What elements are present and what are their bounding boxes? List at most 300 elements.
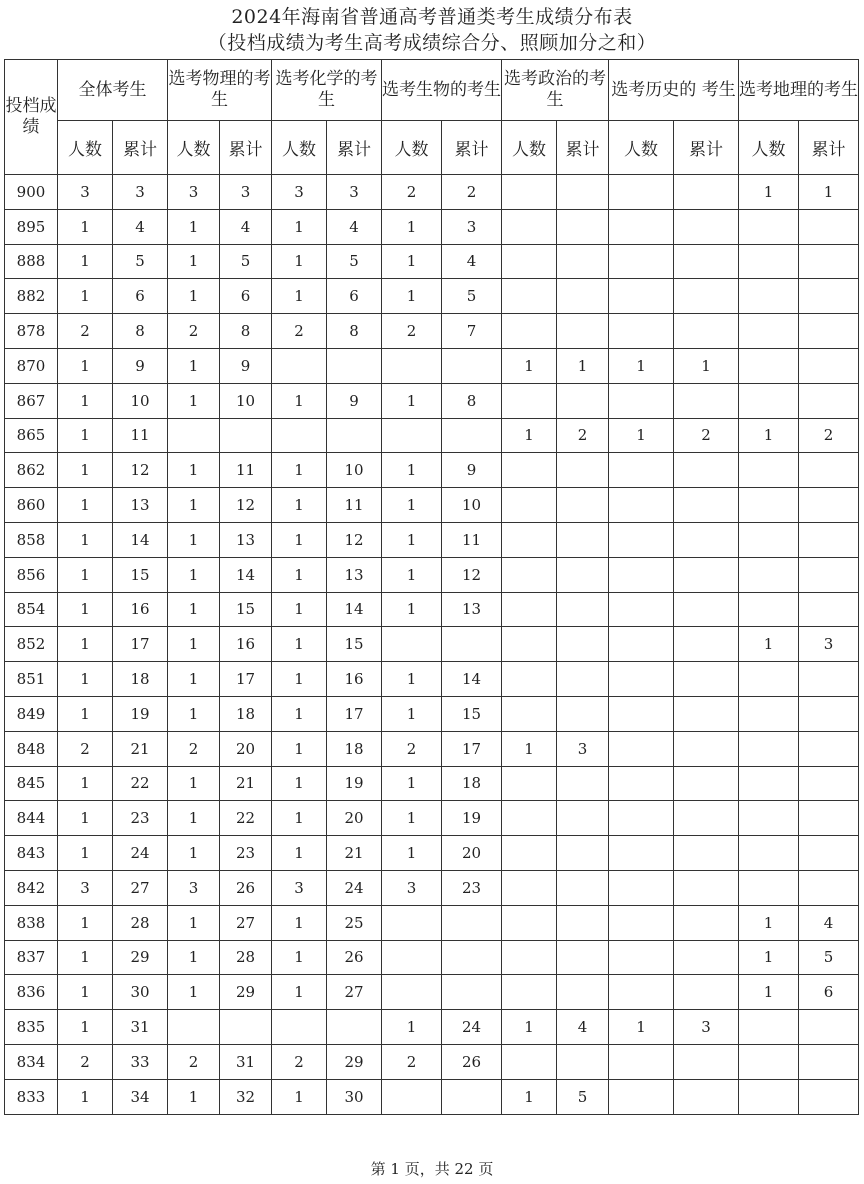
table-cell: [674, 836, 739, 871]
table-cell: [557, 696, 609, 731]
table-cell: 1: [382, 488, 442, 523]
group-header-chemistry: 选考化学的考生: [272, 60, 382, 121]
table-row: [5, 766, 859, 801]
score-cell: 833: [5, 1079, 58, 1114]
table-cell: [674, 279, 739, 314]
table-cell: 15: [113, 557, 168, 592]
table-cell: 1: [272, 975, 327, 1010]
count-header: 人数: [739, 121, 799, 175]
table-cell: 3: [220, 175, 272, 210]
table-cell: 12: [442, 557, 502, 592]
table-cell: 1: [58, 836, 113, 871]
count-header: 人数: [609, 121, 674, 175]
table-cell: 1: [58, 940, 113, 975]
table-cell: 3: [58, 175, 113, 210]
table-cell: [557, 801, 609, 836]
table-cell: 1: [382, 279, 442, 314]
table-cell: 8: [220, 314, 272, 349]
table-cell: [739, 592, 799, 627]
table-row: [5, 662, 859, 697]
table-cell: 17: [220, 662, 272, 697]
count-header: 人数: [272, 121, 327, 175]
table-cell: 1: [58, 209, 113, 244]
table-cell: 10: [327, 453, 382, 488]
table-cell: 1: [58, 801, 113, 836]
score-cell: 900: [5, 175, 58, 210]
table-cell: [799, 348, 859, 383]
table-cell: 1: [674, 348, 739, 383]
table-cell: [220, 418, 272, 453]
table-cell: 19: [442, 801, 502, 836]
table-cell: [557, 940, 609, 975]
table-cell: 4: [113, 209, 168, 244]
table-cell: 1: [382, 662, 442, 697]
table-cell: 1: [739, 175, 799, 210]
score-cell: 848: [5, 731, 58, 766]
table-cell: [502, 836, 557, 871]
table-cell: 1: [272, 383, 327, 418]
score-cell: 849: [5, 696, 58, 731]
table-cell: 4: [442, 244, 502, 279]
score-cell: 878: [5, 314, 58, 349]
table-cell: 6: [220, 279, 272, 314]
group-header-geography: 选考地理的考生: [739, 60, 859, 121]
table-cell: 1: [168, 766, 220, 801]
table-cell: 1: [58, 488, 113, 523]
table-cell: 1: [272, 731, 327, 766]
score-distribution-table: [4, 59, 859, 1115]
table-cell: 2: [799, 418, 859, 453]
table-cell: [557, 244, 609, 279]
table-cell: [799, 557, 859, 592]
table-cell: [739, 279, 799, 314]
table-cell: 2: [674, 418, 739, 453]
table-cell: 14: [220, 557, 272, 592]
table-cell: 20: [220, 731, 272, 766]
table-cell: [739, 244, 799, 279]
table-cell: [739, 209, 799, 244]
table-cell: 1: [382, 836, 442, 871]
table-cell: 11: [442, 522, 502, 557]
table-cell: [739, 557, 799, 592]
table-row: [5, 801, 859, 836]
table-cell: [557, 662, 609, 697]
table-row: [5, 175, 859, 210]
table-cell: 2: [168, 1044, 220, 1079]
table-cell: [674, 209, 739, 244]
table-cell: 1: [168, 383, 220, 418]
score-cell: 888: [5, 244, 58, 279]
table-cell: 6: [113, 279, 168, 314]
table-cell: 1: [382, 801, 442, 836]
table-cell: 1: [168, 836, 220, 871]
table-cell: [502, 314, 557, 349]
table-cell: 1: [168, 279, 220, 314]
table-cell: 8: [442, 383, 502, 418]
table-cell: 34: [113, 1079, 168, 1114]
table-cell: [609, 453, 674, 488]
table-cell: [609, 662, 674, 697]
table-cell: [609, 557, 674, 592]
table-cell: 10: [442, 488, 502, 523]
table-cell: 5: [113, 244, 168, 279]
table-cell: [502, 453, 557, 488]
table-cell: 2: [382, 1044, 442, 1079]
table-cell: [442, 905, 502, 940]
count-header: 人数: [382, 121, 442, 175]
table-cell: 3: [58, 870, 113, 905]
table-cell: [502, 975, 557, 1010]
table-cell: [739, 662, 799, 697]
table-cell: 1: [609, 418, 674, 453]
table-cell: [739, 1079, 799, 1114]
cumulative-header: 累计: [674, 121, 739, 175]
table-cell: [382, 1079, 442, 1114]
table-cell: 1: [58, 383, 113, 418]
table-cell: [557, 383, 609, 418]
table-cell: [739, 731, 799, 766]
table-cell: 30: [327, 1079, 382, 1114]
table-cell: [609, 1079, 674, 1114]
table-cell: 1: [272, 801, 327, 836]
table-cell: 14: [327, 592, 382, 627]
table-cell: [442, 1079, 502, 1114]
score-cell: 835: [5, 1010, 58, 1045]
table-row: [5, 557, 859, 592]
table-cell: [799, 488, 859, 523]
table-cell: 3: [113, 175, 168, 210]
table-cell: 3: [168, 870, 220, 905]
table-cell: 23: [442, 870, 502, 905]
table-cell: [674, 522, 739, 557]
table-cell: 17: [442, 731, 502, 766]
table-cell: [382, 975, 442, 1010]
table-cell: 22: [220, 801, 272, 836]
table-cell: [739, 348, 799, 383]
table-cell: [674, 696, 739, 731]
table-cell: 6: [799, 975, 859, 1010]
cumulative-header: 累计: [327, 121, 382, 175]
table-cell: [739, 801, 799, 836]
table-cell: 29: [113, 940, 168, 975]
table-cell: [799, 662, 859, 697]
table-cell: 1: [58, 418, 113, 453]
table-cell: [502, 766, 557, 801]
table-cell: 2: [382, 175, 442, 210]
table-cell: 1: [382, 557, 442, 592]
table-cell: 26: [442, 1044, 502, 1079]
table-cell: [327, 418, 382, 453]
score-cell: 843: [5, 836, 58, 871]
table-cell: 25: [327, 905, 382, 940]
table-cell: [799, 870, 859, 905]
table-cell: 1: [382, 209, 442, 244]
table-cell: 1: [382, 696, 442, 731]
page-title: 2024年海南省普通高考普通类考生成绩分布表: [231, 6, 633, 28]
table-cell: 1: [168, 522, 220, 557]
table-cell: 1: [799, 175, 859, 210]
score-cell: 837: [5, 940, 58, 975]
table-cell: [609, 383, 674, 418]
table-cell: [557, 453, 609, 488]
table-cell: 21: [327, 836, 382, 871]
table-cell: [739, 453, 799, 488]
table-cell: [799, 1010, 859, 1045]
table-cell: [739, 1010, 799, 1045]
table-row: [5, 314, 859, 349]
table-cell: [272, 418, 327, 453]
table-row: [5, 696, 859, 731]
table-cell: 1: [58, 557, 113, 592]
table-cell: [799, 314, 859, 349]
table-cell: 1: [382, 244, 442, 279]
table-cell: [674, 662, 739, 697]
table-cell: 1: [272, 592, 327, 627]
table-cell: 1: [382, 522, 442, 557]
table-cell: 9: [327, 383, 382, 418]
table-cell: 8: [327, 314, 382, 349]
table-cell: 1: [382, 766, 442, 801]
table-cell: [502, 870, 557, 905]
table-cell: [502, 175, 557, 210]
table-cell: [799, 383, 859, 418]
table-cell: 1: [168, 1079, 220, 1114]
table-cell: [327, 348, 382, 383]
table-cell: 2: [58, 1044, 113, 1079]
table-cell: [799, 1044, 859, 1079]
table-cell: 1: [58, 696, 113, 731]
table-cell: [609, 766, 674, 801]
table-cell: [739, 488, 799, 523]
table-cell: [382, 627, 442, 662]
table-cell: 1: [272, 627, 327, 662]
table-cell: 2: [272, 1044, 327, 1079]
table-cell: [609, 488, 674, 523]
table-cell: [442, 627, 502, 662]
table-cell: 1: [502, 348, 557, 383]
table-cell: [272, 1010, 327, 1045]
score-cell: 854: [5, 592, 58, 627]
score-cell: 834: [5, 1044, 58, 1079]
table-cell: 1: [272, 766, 327, 801]
table-cell: [442, 975, 502, 1010]
page-subtitle: （投档成绩为考生高考成绩综合分、照顾加分之和）: [207, 32, 657, 54]
table-cell: 30: [113, 975, 168, 1010]
table-row: [5, 975, 859, 1010]
table-cell: 27: [220, 905, 272, 940]
table-cell: 1: [168, 975, 220, 1010]
table-cell: 8: [113, 314, 168, 349]
table-cell: [739, 1044, 799, 1079]
table-cell: [502, 696, 557, 731]
table-cell: 1: [502, 731, 557, 766]
table-cell: [799, 1079, 859, 1114]
table-cell: 2: [557, 418, 609, 453]
table-row: [5, 244, 859, 279]
table-cell: 20: [442, 836, 502, 871]
table-cell: [502, 627, 557, 662]
table-cell: 11: [327, 488, 382, 523]
table-cell: [799, 522, 859, 557]
table-cell: 1: [557, 348, 609, 383]
table-cell: 1: [272, 905, 327, 940]
table-cell: 33: [113, 1044, 168, 1079]
table-cell: [557, 836, 609, 871]
score-cell: 865: [5, 418, 58, 453]
table-cell: 1: [168, 696, 220, 731]
table-cell: [382, 348, 442, 383]
table-cell: 1: [168, 627, 220, 662]
table-cell: [674, 801, 739, 836]
table-cell: 4: [220, 209, 272, 244]
table-row: [5, 1079, 859, 1114]
table-cell: 1: [272, 209, 327, 244]
table-cell: 3: [272, 175, 327, 210]
table-cell: 13: [327, 557, 382, 592]
table-cell: [220, 1010, 272, 1045]
table-cell: [557, 1044, 609, 1079]
table-cell: [557, 592, 609, 627]
table-cell: [674, 175, 739, 210]
table-cell: 1: [739, 418, 799, 453]
table-cell: [382, 940, 442, 975]
score-cell: 882: [5, 279, 58, 314]
score-cell: 870: [5, 348, 58, 383]
table-cell: 1: [272, 1079, 327, 1114]
table-cell: [557, 314, 609, 349]
table-cell: [674, 975, 739, 1010]
table-cell: 26: [327, 940, 382, 975]
table-row: [5, 627, 859, 662]
table-cell: 22: [113, 766, 168, 801]
table-cell: [502, 244, 557, 279]
score-cell: 852: [5, 627, 58, 662]
table-row: [5, 836, 859, 871]
count-header: 人数: [58, 121, 113, 175]
score-cell: 844: [5, 801, 58, 836]
table-cell: 29: [327, 1044, 382, 1079]
table-cell: 1: [739, 940, 799, 975]
table-cell: [557, 522, 609, 557]
table-cell: 24: [327, 870, 382, 905]
table-cell: [739, 383, 799, 418]
table-cell: 24: [113, 836, 168, 871]
subheader-row: [5, 121, 859, 175]
table-cell: [799, 801, 859, 836]
table-cell: [674, 905, 739, 940]
table-cell: [502, 383, 557, 418]
table-cell: [799, 244, 859, 279]
table-cell: 12: [327, 522, 382, 557]
table-cell: [272, 348, 327, 383]
table-cell: [739, 836, 799, 871]
table-cell: 17: [327, 696, 382, 731]
table-cell: [674, 557, 739, 592]
table-cell: 1: [272, 696, 327, 731]
table-cell: 1: [739, 975, 799, 1010]
table-cell: 2: [382, 314, 442, 349]
table-cell: [609, 1044, 674, 1079]
table-cell: [168, 418, 220, 453]
table-cell: [609, 175, 674, 210]
group-header-biology: 选考生物的考生: [382, 60, 502, 121]
table-cell: 1: [58, 975, 113, 1010]
table-cell: [609, 279, 674, 314]
table-cell: 1: [272, 279, 327, 314]
table-cell: 28: [113, 905, 168, 940]
table-cell: [674, 314, 739, 349]
table-cell: [739, 766, 799, 801]
table-cell: 1: [168, 940, 220, 975]
table-cell: 21: [220, 766, 272, 801]
table-cell: 1: [58, 348, 113, 383]
table-cell: [557, 209, 609, 244]
table-cell: 1: [609, 1010, 674, 1045]
table-cell: 11: [220, 453, 272, 488]
table-cell: 6: [327, 279, 382, 314]
table-cell: 1: [168, 801, 220, 836]
table-body: [5, 175, 859, 1115]
table-row: [5, 870, 859, 905]
table-cell: [799, 592, 859, 627]
table-cell: 3: [557, 731, 609, 766]
table-cell: 28: [220, 940, 272, 975]
table-cell: 1: [168, 662, 220, 697]
cumulative-header: 累计: [220, 121, 272, 175]
table-cell: 1: [58, 1010, 113, 1045]
table-cell: 4: [799, 905, 859, 940]
table-cell: 1: [58, 522, 113, 557]
count-header: 人数: [168, 121, 220, 175]
table-cell: [442, 940, 502, 975]
table-cell: [609, 905, 674, 940]
table-cell: 11: [113, 418, 168, 453]
table-cell: 3: [442, 209, 502, 244]
table-cell: 1: [168, 209, 220, 244]
table-cell: [502, 592, 557, 627]
table-cell: 19: [113, 696, 168, 731]
table-cell: 2: [442, 175, 502, 210]
table-cell: 27: [113, 870, 168, 905]
table-cell: 13: [113, 488, 168, 523]
table-cell: 7: [442, 314, 502, 349]
table-cell: 27: [327, 975, 382, 1010]
table-cell: 1: [58, 905, 113, 940]
table-cell: 13: [442, 592, 502, 627]
table-cell: [674, 383, 739, 418]
table-cell: 23: [220, 836, 272, 871]
table-cell: 3: [327, 175, 382, 210]
table-cell: [609, 731, 674, 766]
table-cell: [168, 1010, 220, 1045]
table-cell: [674, 940, 739, 975]
table-cell: 1: [168, 244, 220, 279]
table-cell: [502, 801, 557, 836]
table-cell: 2: [272, 314, 327, 349]
table-row: [5, 348, 859, 383]
table-cell: 3: [168, 175, 220, 210]
table-cell: [609, 801, 674, 836]
table-cell: [382, 418, 442, 453]
table-cell: [609, 870, 674, 905]
table-cell: [674, 627, 739, 662]
table-cell: [674, 244, 739, 279]
score-cell: 845: [5, 766, 58, 801]
table-cell: 15: [442, 696, 502, 731]
table-cell: 1: [272, 940, 327, 975]
table-cell: 5: [799, 940, 859, 975]
score-column-header: 投档成绩: [5, 60, 58, 175]
